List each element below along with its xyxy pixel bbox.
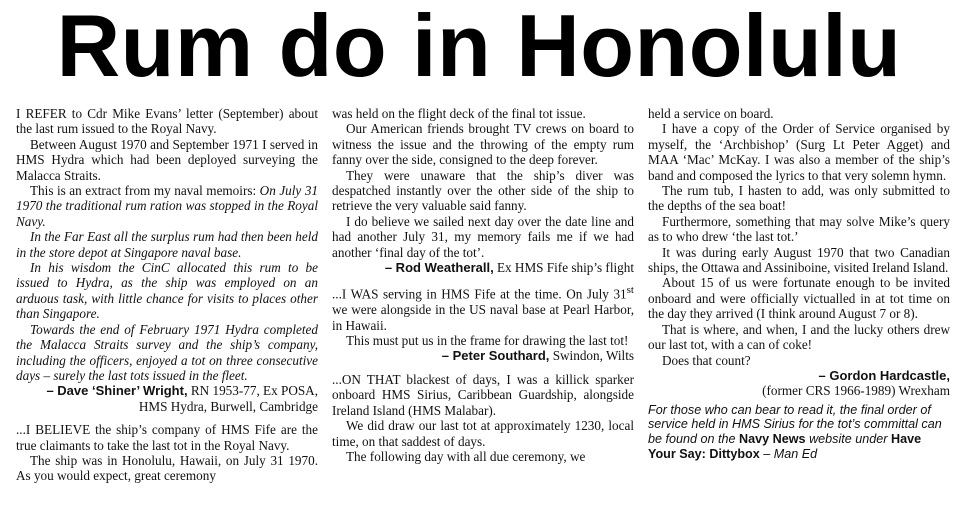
signature xyxy=(16,383,318,414)
signature-detail: RN 1953-77, Ex POSA, HMS Hydra, Burwell, Cambridge xyxy=(138,383,318,414)
paragraph-text: This is an extract from my naval memoirs: xyxy=(30,183,257,199)
editor-bold: Have Your Say: Dittybox xyxy=(648,431,922,461)
signature-name: – Peter Southard, xyxy=(441,348,550,364)
paragraph: The ship was in Honolulu, Hawaii, on July 31 1970. As you would expect, great ceremony xyxy=(16,452,318,484)
editor-text: For those who can bear to read it, the final order of service held in HMS Sirius for the tot’s committal can be found on the xyxy=(648,402,942,446)
paragraph: ...ON THAT blackest of days, I was a killick sparker onboard HMS Sirius, Caribbean Guardship, alongside Ireland Island (HMS Malabar). xyxy=(332,371,634,418)
paragraph: The rum tub, I hasten to add, was only submitted to the depths of the sea boat! xyxy=(648,183,950,214)
signature-detail: Swindon, Wilts xyxy=(552,348,634,364)
paragraph: ...I BELIEVE the ship’s company of HMS Fife are the true claimants to take the last tot in the Royal Navy. xyxy=(16,422,318,453)
signature xyxy=(332,348,634,363)
paragraph: I have a copy of the Order of Service organised by myself, the ‘Archbishop’ (Surg Lt Peter Agget) and MAA ‘Mac’ McKay. I was also a member of the ship’s band and composed the lyrics to that very solemn hymn. xyxy=(648,121,950,183)
editor-note xyxy=(648,403,950,461)
signature-detail: Ex HMS Fife ship’s flight xyxy=(496,260,634,276)
paragraph: They were unaware that the ship’s diver was despatched instantly over the other side of the ship to retrieve the very valuable said fanny. xyxy=(332,167,634,214)
paragraph: Furthermore, something that may solve Mike’s query as to who drew ‘the last tot.’ xyxy=(648,213,950,245)
paragraph: held a service on board. xyxy=(648,106,774,121)
paragraph: I do believe we sailed next day over the date line and had another July 31, my memory fails me if we had another ‘final day of the tot’. xyxy=(332,213,634,260)
signature xyxy=(648,368,950,399)
paragraph: In his wisdom the CinC allocated this rum to be issued to Hydra, as the ship was employed on an arduous task, with little chance for visits to places other than Singapore. xyxy=(16,260,318,322)
italic-text: On July 31 1970 the traditional rum ration was stopped in the Royal Navy. xyxy=(16,183,319,229)
editor-text: – Man Ed xyxy=(763,446,818,461)
paragraph xyxy=(16,183,318,229)
paragraph: In the Far East all the surplus rum had then been held in the store depot at Singapore naval base. xyxy=(16,229,318,260)
signature-name: – Dave ‘Shiner’ Wright, xyxy=(46,383,188,399)
signature-name: – Gordon Hardcastle, xyxy=(818,367,950,383)
paragraph: Our American friends brought TV crews on board to witness the issue and the throwing of the empty rum fanny over the side, consigned to the deep forever. xyxy=(332,121,634,168)
paragraph xyxy=(332,283,634,333)
paragraph: We did draw our last tot at approximately 1230, local time, on that saddest of days. xyxy=(332,418,634,449)
paragraph: was held on the flight deck of the final tot issue. xyxy=(332,106,586,121)
column-1 xyxy=(16,106,318,484)
signature xyxy=(332,260,634,275)
superscript: st xyxy=(626,284,634,297)
editor-text: website under xyxy=(809,431,888,446)
paragraph: About 15 of us were fortunate enough to be invited onboard and were officially victualled in at tot time on the day they arrived (I think around August 7 or 8). xyxy=(648,275,950,322)
paragraph: I REFER to Cdr Mike Evans’ letter (September) about the last rum issued to the Royal Navy. xyxy=(16,106,318,137)
paragraph: Does that count? xyxy=(662,352,751,368)
paragraph: That is where, and when, I and the lucky others drew our last tot, with a can of coke! xyxy=(648,321,950,353)
signature-detail: (former CRS 1966-1989) Wrexham xyxy=(762,383,950,399)
paragraph: Towards the end of February 1971 Hydra completed the Malacca Straits survey and the ship’s company, including the officers, enjoyed a tot on three consecutive days – surely the last tots issued in the fleet. xyxy=(16,321,318,383)
headline: Rum do in Honolulu xyxy=(56,0,902,95)
editor-bold: Navy News xyxy=(739,431,806,446)
paragraph-text: we were alongside in the US naval base at Pearl Harbor, in Hawaii. xyxy=(332,302,634,333)
paragraph: The following day with all due ceremony, we xyxy=(346,448,586,464)
paragraph-text: ...I WAS serving in HMS Fife at the time. On July 31 xyxy=(332,286,627,302)
column-2 xyxy=(332,106,634,464)
column-3 xyxy=(648,106,950,461)
paragraph: Between August 1970 and September 1971 I served in HMS Hydra which had been deployed surveying the Malacca Straits. xyxy=(16,136,318,183)
paragraph: This must put us in the frame for drawing the last tot! xyxy=(346,333,629,349)
signature-name: – Rod Weatherall, xyxy=(384,260,494,276)
paragraph: It was during early August 1970 that two Canadian ships, the Ottawa and Assiniboine, visited Ireland Island. xyxy=(648,244,950,276)
